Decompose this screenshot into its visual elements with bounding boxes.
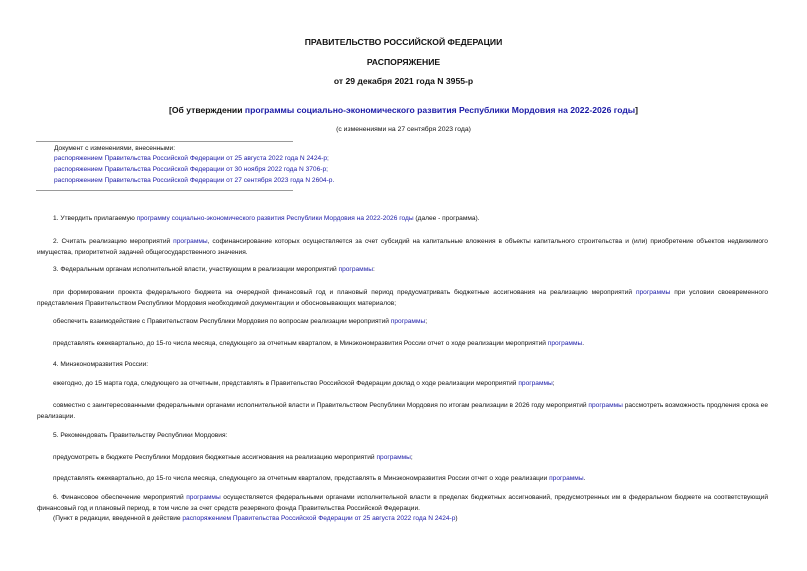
changes-heading: Документ с изменениями, внесенными: — [54, 145, 176, 152]
document-date-number: от 29 декабря 2021 года N 3955-р — [333, 76, 474, 86]
paragraph-2 — [37, 237, 768, 258]
paragraph-1 — [37, 214, 768, 225]
p9-text-end: рассмотреть возможность продления срока ее реализации. — [37, 402, 768, 420]
government-heading: ПРАВИТЕЛЬСТВО РОССИЙСКОЙ ФЕДЕРАЦИИ — [304, 37, 503, 47]
p1-program-link[interactable]: программу социально-экономического развития Республики Мордовия на 2022-2026 годы — [136, 215, 414, 222]
divider-top — [36, 141, 293, 142]
p8-text: ежегодно, до 15 марта года, следующего за отчетным, представлять в Правительство Российской Федерации доклад о ходе реализации мероприятий — [53, 380, 519, 387]
p9-text: совместно с заинтересованными федеральными органами исполнительной власти и Правительством Республики Мордовия по итогам реализации в 2026 году мероприятий — [53, 402, 589, 409]
paragraph-7 — [37, 360, 768, 371]
paragraph-6 — [37, 339, 768, 350]
title-prefix: [Об утверждении — [168, 105, 245, 115]
title-suffix: ] — [635, 105, 639, 115]
paragraph-3 — [37, 265, 768, 276]
p2-text-end: , софинансирование которых осуществляется за счет субсидий на капитальные вложения в объекты капитального строительства и (или) приобретение объектов недвижимого имущества, приоритетной задачей общегосударственного значения. — [37, 238, 768, 256]
p6-text: представлять ежеквартально, до 15-го числа месяца, следующего за отчетным кварталом, в Минэкономразвития России отчет о ходе реализации мероприятий — [53, 340, 548, 347]
p12-text-end: . — [583, 475, 586, 482]
change-link-2[interactable]: распоряжением Правительства Российской Федерации от 30 ноября 2022 года N 3706-р; — [54, 166, 328, 173]
p6-text-end: . — [582, 340, 585, 347]
p11-text-end: ; — [410, 454, 413, 461]
p11-program-link[interactable]: программы — [376, 454, 411, 461]
p12-program-link[interactable]: программы — [549, 475, 584, 482]
p10-text: 5. Рекомендовать Правительству Республики Мордовия: — [53, 432, 228, 439]
document-title — [0, 105, 807, 115]
paragraph-13 — [37, 493, 768, 514]
paragraph-4 — [37, 288, 768, 309]
p5-text-end: ; — [425, 318, 428, 325]
p14-text: (Пункт в редакции, введенной в действие — [53, 515, 183, 522]
p12-text: представлять ежеквартально, до 15-го числа месяца, следующего за отчетным кварталом, представлять в Минэкономразвития России отчет о ходе реализации — [53, 475, 550, 482]
paragraph-11 — [37, 453, 768, 464]
paragraph-12 — [37, 474, 768, 485]
p11-text: предусмотреть в бюджете Республики Мордовия бюджетные ассигнования на реализацию мероприятий — [53, 454, 377, 461]
p3-text-end: : — [372, 266, 375, 273]
p1-text-end: (далее - программа). — [413, 215, 480, 222]
p4-text-end: при условии своевременного представления Правительством Республики Мордовия необходимой документации и обосновывающих материалов; — [37, 289, 768, 307]
title-program-link[interactable]: программы социально-экономического развития Республики Мордовия на 2022-2026 годы — [244, 105, 636, 115]
paragraph-14 — [37, 514, 768, 525]
p14-amendment-link[interactable]: распоряжением Правительства Российской Федерации от 25 августа 2022 года N 2424-р — [182, 515, 456, 522]
change-link-3[interactable]: распоряжением Правительства Российской Федерации от 27 сентября 2023 года N 2604-р. — [54, 177, 335, 184]
p3-program-link[interactable]: программы — [338, 266, 373, 273]
p13-text-end: осуществляется федеральными органами исполнительной власти в пределах бюджетных ассигнований, предусмотренных им в федеральном бюджете на соответствующий финансовый год и плановый период, в том числе за счет средств резервного фонда Правительства Российской Федерации. — [37, 494, 768, 512]
p7-text: 4. Минэкономразвития России: — [53, 361, 149, 368]
p6-program-link[interactable]: программы — [547, 340, 583, 347]
paragraph-8 — [37, 379, 768, 390]
change-link-1[interactable]: распоряжением Правительства Российской Федерации от 25 августа 2022 года N 2424-р; — [54, 155, 329, 162]
paragraph-9 — [37, 401, 768, 422]
document-type: РАСПОРЯЖЕНИЕ — [366, 57, 441, 67]
p3-text: 3. Федеральным органам исполнительной власти, участвующим в реализации мероприятий — [53, 266, 339, 273]
paragraph-10 — [37, 431, 768, 442]
p14-text-end: ) — [455, 515, 458, 522]
amendment-note: (с изменениями на 27 сентября 2023 года) — [336, 126, 471, 133]
p4-text: при формировании проекта федерального бюджета на очередной финансовый год и плановый период предусматривать бюджетные ассигнования на реализацию мероприятий — [53, 289, 636, 296]
p8-program-link[interactable]: программы — [518, 380, 553, 387]
p1-text: 1. Утвердить прилагаемую — [53, 215, 137, 222]
p13-text: 6. Финансовое обеспечение мероприятий — [53, 494, 187, 501]
p2-program-link[interactable]: программы — [173, 238, 208, 245]
p5-text: обеспечить взаимодействие с Правительством Республики Мордовия по вопросам реализации мероприятий — [53, 318, 391, 325]
p13-program-link[interactable]: программы — [186, 494, 221, 501]
p4-program-link[interactable]: программы — [635, 289, 671, 296]
p8-text-end: ; — [552, 380, 555, 387]
p2-text: 2. Считать реализацию мероприятий — [53, 238, 174, 245]
p9-program-link[interactable]: программы — [588, 402, 623, 409]
p5-program-link[interactable]: программы — [390, 318, 426, 325]
divider-bottom — [36, 190, 293, 191]
paragraph-5 — [37, 317, 768, 328]
